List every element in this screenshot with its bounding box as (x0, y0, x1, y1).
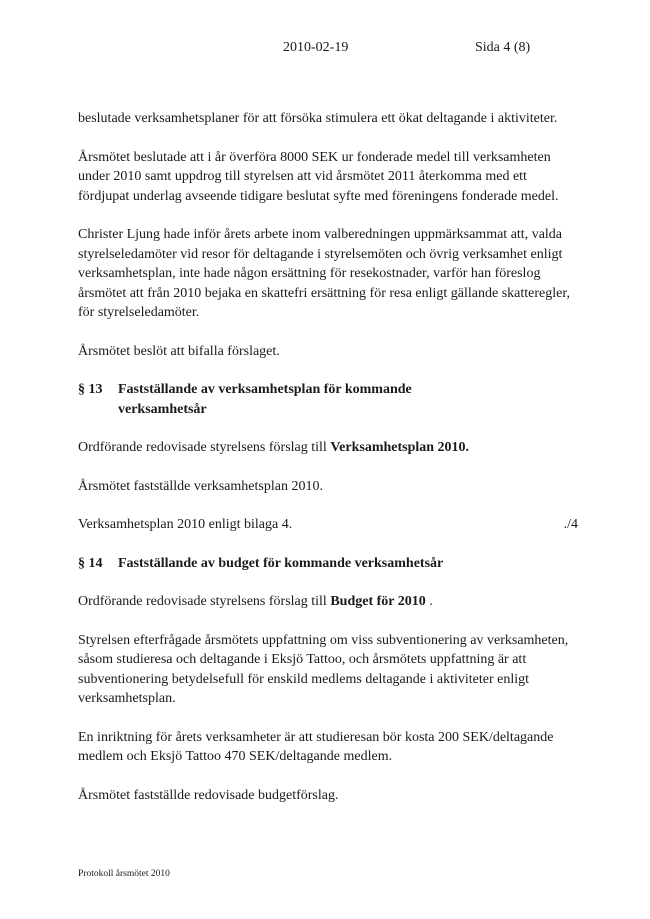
paragraph-continuation: beslutade verksamhetsplaner för att försöka stimulera ett ökat deltagande i aktiviteter. (78, 111, 558, 126)
paragraph-fonderade-medel: Årsmötet beslutade att i år överföra 8000 SEK ur fonderade medel till verksamheten under 2010 samt uppdrog till styrelsen att vid årsmötet 2011 återkomma med ett fördjupat underlag avseende tidigare beslutat syfte med föreningens fonderade medel. (78, 149, 559, 204)
section-13-number: § 13 (78, 382, 103, 397)
paragraph-beslut: Årsmötet beslöt att bifalla förslaget. (78, 343, 280, 359)
page-header (0, 40, 650, 60)
section-13-paragraph-1 (78, 438, 578, 458)
section-14-p1-end: . (425, 594, 433, 609)
section-14-title: Fastställande av budget för kommande verksamhetsår (118, 555, 444, 571)
header-page-number: Sida 4 (8) (475, 40, 531, 55)
section-14-heading (78, 554, 578, 574)
header-date: 2010-02-19 (283, 40, 349, 55)
section-14-paragraph-2: Styrelsen efterfrågade årsmötets uppfattning om viss subventionering av verksamheten, såsom studieresa och deltagande i Eksjö Tattoo, och årsmötets uppfattning är att subventionering betydelsefull för enskild medlems deltagande i aktiviteter enligt verksamhetsplan. (78, 632, 569, 706)
section-13-heading (78, 380, 578, 419)
section-13-paragraph-2: Årsmötet fastställde verksamhetsplan 2010. (78, 478, 323, 494)
section-14-p1-bold: Budget för 2010 (330, 594, 426, 609)
section-13-p1-text: Ordförande redovisade styrelsens förslag till (78, 440, 331, 455)
section-14-number: § 14 (78, 555, 103, 571)
section-13-title: Fastställande av verksamhetsplan för kommande verksamhetsår (118, 382, 412, 417)
page-footer: Protokoll årsmötet 2010 (78, 869, 170, 879)
section-13-paragraph-3 (78, 515, 578, 535)
section-14-paragraph-4: Årsmötet fastställde redovisade budgetförslag. (78, 787, 339, 803)
section-13-bilaga-text: Verksamhetsplan 2010 enligt bilaga 4. (78, 517, 293, 532)
document-body (78, 109, 578, 805)
paragraph-reseersattning: Christer Ljung hade inför årets arbete inom valberedningen uppmärksammat att, valda styrelseledamöter vid resor för deltagande i styrelsemöten och övrig verksamhet enligt verksamhetsplan, inte hade någon ersättning för resekostnader, varför han föreslog årsmötet att från 2010 bejaka en skattefri ersättning för resa enligt gällande skatteregler, för styrelseledamöter. (78, 227, 570, 320)
section-14-paragraph-3: En inriktning för årets verksamheter är att studieresan bör kosta 200 SEK/deltagande medlem och Eksjö Tattoo 470 SEK/deltagande medlem. (78, 729, 554, 764)
section-14-p1-text: Ordförande redovisade styrelsens förslag till (78, 594, 331, 609)
section-13-p1-bold: Verksamhetsplan 2010. (330, 440, 470, 455)
section-13-bilaga-ref: ./4 (563, 517, 578, 532)
section-14-paragraph-1 (78, 592, 578, 612)
